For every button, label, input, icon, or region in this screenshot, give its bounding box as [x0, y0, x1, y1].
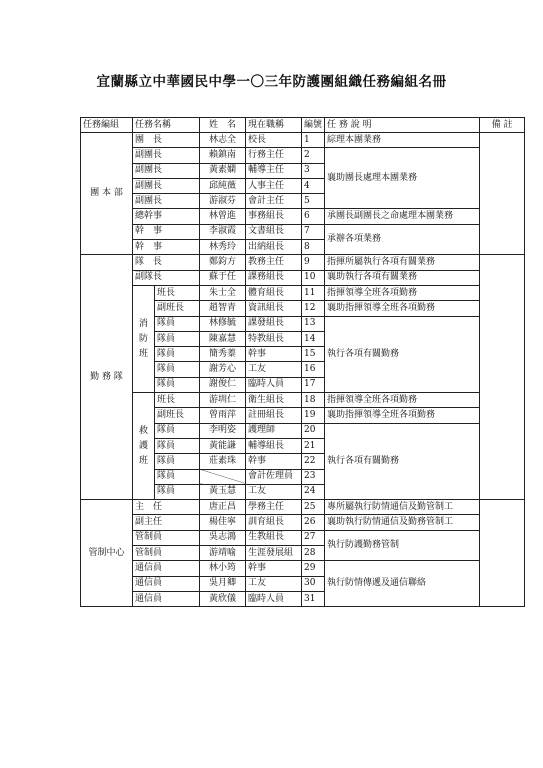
- name-cell: 陳嘉慧: [200, 331, 246, 346]
- duty-cell: 襄助執行各項有關業務: [325, 270, 480, 285]
- name-cell: 游靖喻: [200, 546, 246, 561]
- position-cell: 資訊組長: [246, 301, 302, 316]
- duty-cell: 襄助指揮領導全班各項勤務: [325, 301, 480, 316]
- duty-cell: 指揮所屬執行各項有關業務: [325, 255, 480, 270]
- name-cell: 吳志鴻: [200, 530, 246, 545]
- number-cell: 29: [302, 561, 325, 576]
- duty-cell: 承團長副團長之命處理本團業務: [325, 209, 480, 224]
- table-row: [81, 515, 525, 530]
- name-cell-empty: [200, 469, 246, 484]
- document-title: 宜蘭縣立中華國民中學一〇三年防護團組織任務編組名冊: [96, 74, 447, 90]
- role-cell: 隊員: [155, 347, 200, 362]
- position-cell: 工友: [246, 576, 302, 591]
- number-cell: 1: [302, 133, 325, 148]
- name-cell: 林曾進: [200, 209, 246, 224]
- role-cell: 隊員: [155, 454, 200, 469]
- duty-cell: 執行防情傳遞及通信聯絡: [325, 561, 480, 607]
- header-duty: 任 務 說 明: [325, 118, 480, 133]
- position-cell: 工友: [246, 362, 302, 377]
- role-cell: 班長: [155, 393, 200, 408]
- role-cell: 幹 事: [133, 224, 200, 239]
- table-row: [81, 530, 525, 545]
- name-cell: 趙智青: [200, 301, 246, 316]
- number-cell: 16: [302, 362, 325, 377]
- number-cell: 6: [302, 209, 325, 224]
- header-row: [81, 118, 525, 133]
- number-cell: 13: [302, 316, 325, 331]
- name-cell: 賴鎮南: [200, 148, 246, 163]
- position-cell: 臨時人員: [246, 591, 302, 606]
- remark-cell: [480, 133, 525, 255]
- number-cell: 4: [302, 178, 325, 193]
- number-cell: 26: [302, 515, 325, 530]
- role-cell: 副班長: [155, 408, 200, 423]
- subgroup-label: [133, 393, 155, 500]
- name-cell: 林秀玲: [200, 240, 246, 255]
- number-cell: 23: [302, 469, 325, 484]
- remark-cell: [480, 500, 525, 607]
- role-cell: 副隊長: [133, 270, 200, 285]
- role-cell: 副團長: [133, 194, 200, 209]
- position-cell: 幹事: [246, 454, 302, 469]
- name-cell: 黃能謙: [200, 438, 246, 453]
- role-cell: 隊員: [155, 362, 200, 377]
- number-cell: 25: [302, 500, 325, 515]
- role-cell: 通信員: [133, 561, 200, 576]
- table-row: [81, 148, 525, 163]
- name-cell: 蘇于任: [200, 270, 246, 285]
- role-cell: 隊員: [155, 316, 200, 331]
- role-cell: 團 長: [133, 133, 200, 148]
- role-cell: 幹 事: [133, 240, 200, 255]
- duty-cell: 專所屬執行防情通信及勤管制工: [325, 500, 480, 515]
- position-cell: 會計佐理員: [246, 469, 302, 484]
- role-cell: 通信員: [133, 591, 200, 606]
- role-cell: 通信員: [133, 576, 200, 591]
- name-cell: 李明姿: [200, 423, 246, 438]
- position-cell: 護理師: [246, 423, 302, 438]
- number-cell: 21: [302, 438, 325, 453]
- position-cell: 文書組長: [246, 224, 302, 239]
- name-cell: 朱士全: [200, 285, 246, 300]
- position-cell: 輔導主任: [246, 163, 302, 178]
- duty-cell: 承辦各項業務: [325, 224, 480, 255]
- header-remark: 備 註: [480, 118, 525, 133]
- header-name: 姓 名: [200, 118, 246, 133]
- table-row: [81, 285, 525, 300]
- position-cell: 臨時人員: [246, 377, 302, 392]
- subgroup-label-text: 救護班: [139, 425, 149, 466]
- position-cell: 工友: [246, 484, 302, 499]
- table-row: [81, 500, 525, 515]
- name-cell: 吳月卿: [200, 576, 246, 591]
- number-cell: 30: [302, 576, 325, 591]
- position-cell: 生教組長: [246, 530, 302, 545]
- remark-cell: [480, 255, 525, 500]
- number-cell: 27: [302, 530, 325, 545]
- name-cell: 邱純薇: [200, 178, 246, 193]
- role-cell: 隊員: [155, 469, 200, 484]
- name-cell: 游淑芬: [200, 194, 246, 209]
- duty-cell: 指揮領導全班各項勤務: [325, 393, 480, 408]
- duty-cell: 襄助執行防情通信及勤務管制工: [325, 515, 480, 530]
- number-cell: 14: [302, 331, 325, 346]
- position-cell: 校長: [246, 133, 302, 148]
- position-cell: 幹事: [246, 347, 302, 362]
- name-cell: 莊素珠: [200, 454, 246, 469]
- number-cell: 19: [302, 408, 325, 423]
- duty-cell: 執行防護勤務管制: [325, 530, 480, 561]
- role-cell: 班長: [155, 285, 200, 300]
- role-cell: 主 任: [133, 500, 200, 515]
- table-row: [81, 255, 525, 270]
- duty-cell: 綜理本團業務: [325, 133, 480, 148]
- table-row: [81, 270, 525, 285]
- position-cell: 特教組長: [246, 331, 302, 346]
- position-cell: 出納組長: [246, 240, 302, 255]
- name-cell: 林小筠: [200, 561, 246, 576]
- duty-cell: 執行各項有關勤務: [325, 423, 480, 499]
- number-cell: 5: [302, 194, 325, 209]
- role-cell: 隊員: [155, 331, 200, 346]
- name-cell: 林修毓: [200, 316, 246, 331]
- name-cell: 謝俊仁: [200, 377, 246, 392]
- number-cell: 17: [302, 377, 325, 392]
- role-cell: 副主任: [133, 515, 200, 530]
- group-label: 團 本 部: [81, 133, 133, 255]
- role-cell: 隊員: [155, 377, 200, 392]
- position-cell: 課發組長: [246, 316, 302, 331]
- name-cell: 唐正昌: [200, 500, 246, 515]
- number-cell: 24: [302, 484, 325, 499]
- role-cell: 隊員: [155, 423, 200, 438]
- role-cell: 總幹事: [133, 209, 200, 224]
- position-cell: 教務主任: [246, 255, 302, 270]
- number-cell: 28: [302, 546, 325, 561]
- number-cell: 11: [302, 285, 325, 300]
- duty-cell: 襄助團長處理本團業務: [325, 148, 480, 209]
- number-cell: 20: [302, 423, 325, 438]
- group-label: 勤 務 隊: [81, 255, 133, 500]
- name-cell: 林志全: [200, 133, 246, 148]
- number-cell: 15: [302, 347, 325, 362]
- name-cell: 黃素嫻: [200, 163, 246, 178]
- position-cell: 訓育組長: [246, 515, 302, 530]
- name-cell: 曾雨萍: [200, 408, 246, 423]
- number-cell: 8: [302, 240, 325, 255]
- number-cell: 9: [302, 255, 325, 270]
- duty-cell: 執行各項有關勤務: [325, 316, 480, 392]
- number-cell: 22: [302, 454, 325, 469]
- role-cell: 管制員: [133, 530, 200, 545]
- position-cell: 學務主任: [246, 500, 302, 515]
- position-cell: 會計主任: [246, 194, 302, 209]
- duty-cell: 襄助指揮領導全班各項勤務: [325, 408, 480, 423]
- name-cell: 楊佳寧: [200, 515, 246, 530]
- role-cell: 隊員: [155, 438, 200, 453]
- subgroup-label: [133, 285, 155, 392]
- role-cell: 隊 長: [133, 255, 200, 270]
- role-cell: 副團長: [133, 163, 200, 178]
- position-cell: 註冊組長: [246, 408, 302, 423]
- number-cell: 3: [302, 163, 325, 178]
- name-cell: 謝芳心: [200, 362, 246, 377]
- number-cell: 18: [302, 393, 325, 408]
- number-cell: 12: [302, 301, 325, 316]
- number-cell: 2: [302, 148, 325, 163]
- subgroup-label-text: 消防班: [139, 318, 149, 359]
- position-cell: 課務組長: [246, 270, 302, 285]
- table-row: [81, 224, 525, 239]
- table-row: [81, 209, 525, 224]
- number-cell: 31: [302, 591, 325, 606]
- name-cell: 游圳仁: [200, 393, 246, 408]
- duty-cell: 指揮領導全班各項勤務: [325, 285, 480, 300]
- position-cell: 輔導組長: [246, 438, 302, 453]
- role-cell: 副班長: [155, 301, 200, 316]
- table-row: [81, 561, 525, 576]
- header-role: 任務名稱: [133, 118, 200, 133]
- header-group: 任務編組: [81, 118, 133, 133]
- number-cell: 10: [302, 270, 325, 285]
- position-cell: 事務組長: [246, 209, 302, 224]
- name-cell: 簡秀蓁: [200, 347, 246, 362]
- position-cell: 生涯發展組: [246, 546, 302, 561]
- name-cell: 李淑霞: [200, 224, 246, 239]
- role-cell: 副團長: [133, 148, 200, 163]
- position-cell: 體育組長: [246, 285, 302, 300]
- position-cell: 人事主任: [246, 178, 302, 193]
- position-cell: 衛生組長: [246, 393, 302, 408]
- position-cell: 幹事: [246, 561, 302, 576]
- number-cell: 7: [302, 224, 325, 239]
- name-cell: 鄭鈞方: [200, 255, 246, 270]
- table-row: [81, 393, 525, 408]
- role-cell: 副團長: [133, 178, 200, 193]
- table-row: [81, 133, 525, 148]
- header-position: 現在職稱: [246, 118, 302, 133]
- role-cell: 管制員: [133, 546, 200, 561]
- position-cell: 行務主任: [246, 148, 302, 163]
- group-label: 管制中心: [81, 500, 133, 607]
- duty-roster-table: [80, 117, 525, 607]
- name-cell: 黃玉慧: [200, 484, 246, 499]
- name-cell: 黃欣儀: [200, 591, 246, 606]
- role-cell: 隊員: [155, 484, 200, 499]
- header-no: 編號: [302, 118, 325, 133]
